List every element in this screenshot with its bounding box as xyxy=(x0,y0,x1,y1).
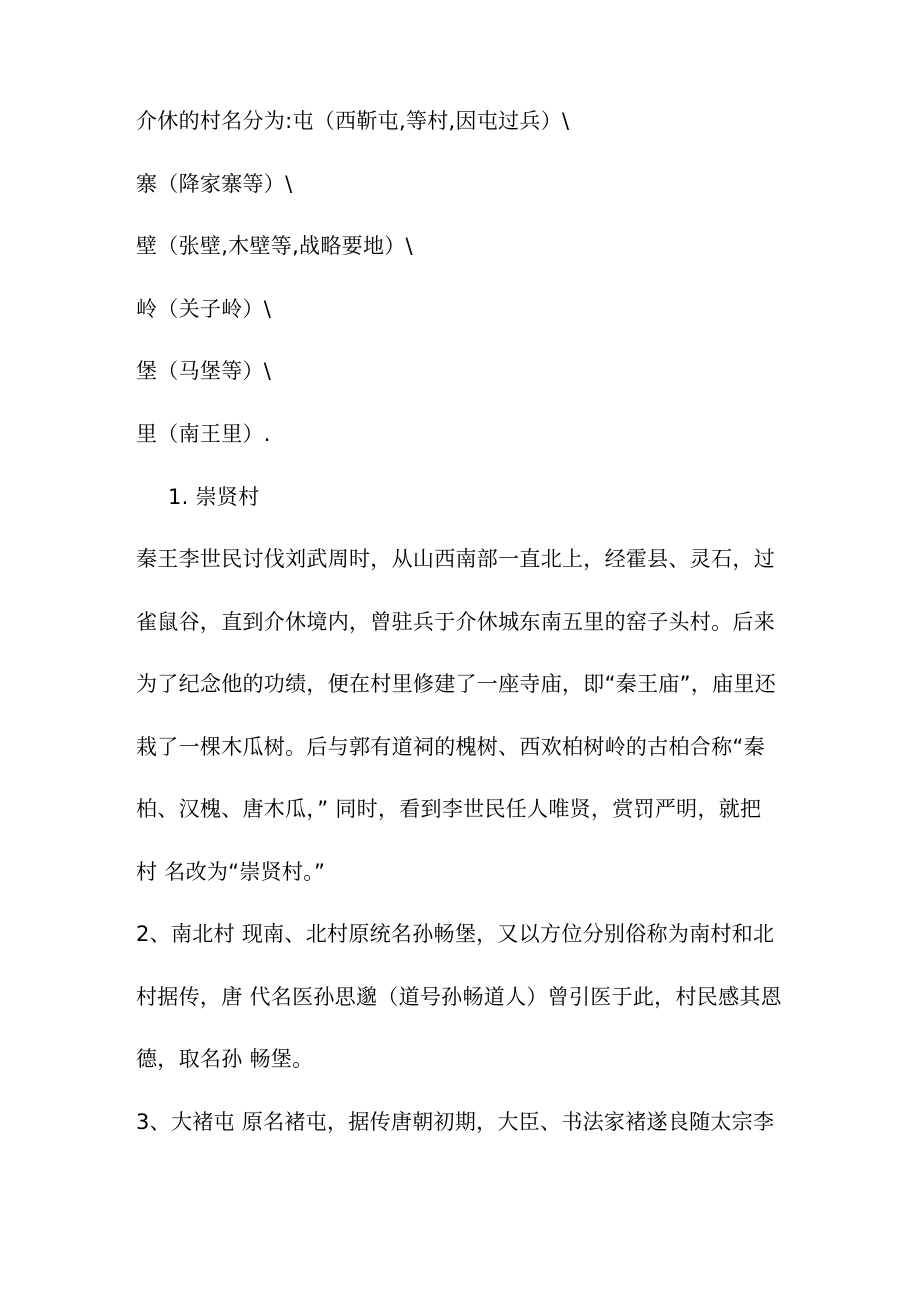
paragraph-line: 2、南北村 现南、北村原统名孙畅堡，又以方位分别俗称为南村和北 xyxy=(136,922,775,946)
paragraph-line: 村 名改为“崇贤村。” xyxy=(136,860,326,884)
category-li: 里（南王里）. xyxy=(136,422,271,446)
paragraph-line: 为了纪念他的功绩，便在村里修建了一座寺庙，即“秦王庙”，庙里还 xyxy=(136,672,777,696)
paragraph-line: 雀鼠谷，直到介休境内，曾驻兵于介休城东南五里的窑子头村。后来 xyxy=(136,610,775,634)
village-name-categories-intro: 介休的村名分为:屯（西靳屯,等村,因屯过兵）\ xyxy=(136,109,570,133)
paragraph-line: 秦王李世民讨伐刘武周时，从山西南部一直北上，经霍县、灵石，过 xyxy=(136,547,775,571)
category-zhai: 寨（降家寨等）\ xyxy=(136,172,293,196)
category-bao: 堡（马堡等）\ xyxy=(136,359,272,383)
paragraph-line: 柏、汉槐、唐木瓜，” 同时，看到李世民任人唯贤，赏罚严明，就把 xyxy=(136,797,762,821)
category-ling: 岭（关子岭）\ xyxy=(136,297,272,321)
paragraph-line: 德，取名孙 畅堡。 xyxy=(136,1047,314,1071)
section-heading-chongxian: 1. 崇贤村 xyxy=(168,485,260,509)
paragraph-line: 栽了一棵木瓜树。后与郭有道祠的槐树、西欢柏树岭的古柏合称“秦 xyxy=(136,735,765,759)
paragraph-line: 村据传，唐 代名医孙思邈（道号孙畅道人）曾引医于此，村民感其恩 xyxy=(136,985,782,1009)
category-bi: 壁（张壁,木壁等,战略要地）\ xyxy=(136,234,413,258)
paragraph-line: 3、大褚屯 原名褚屯，据传唐朝初期，大臣、书法家褚遂良随太宗李 xyxy=(136,1110,775,1134)
